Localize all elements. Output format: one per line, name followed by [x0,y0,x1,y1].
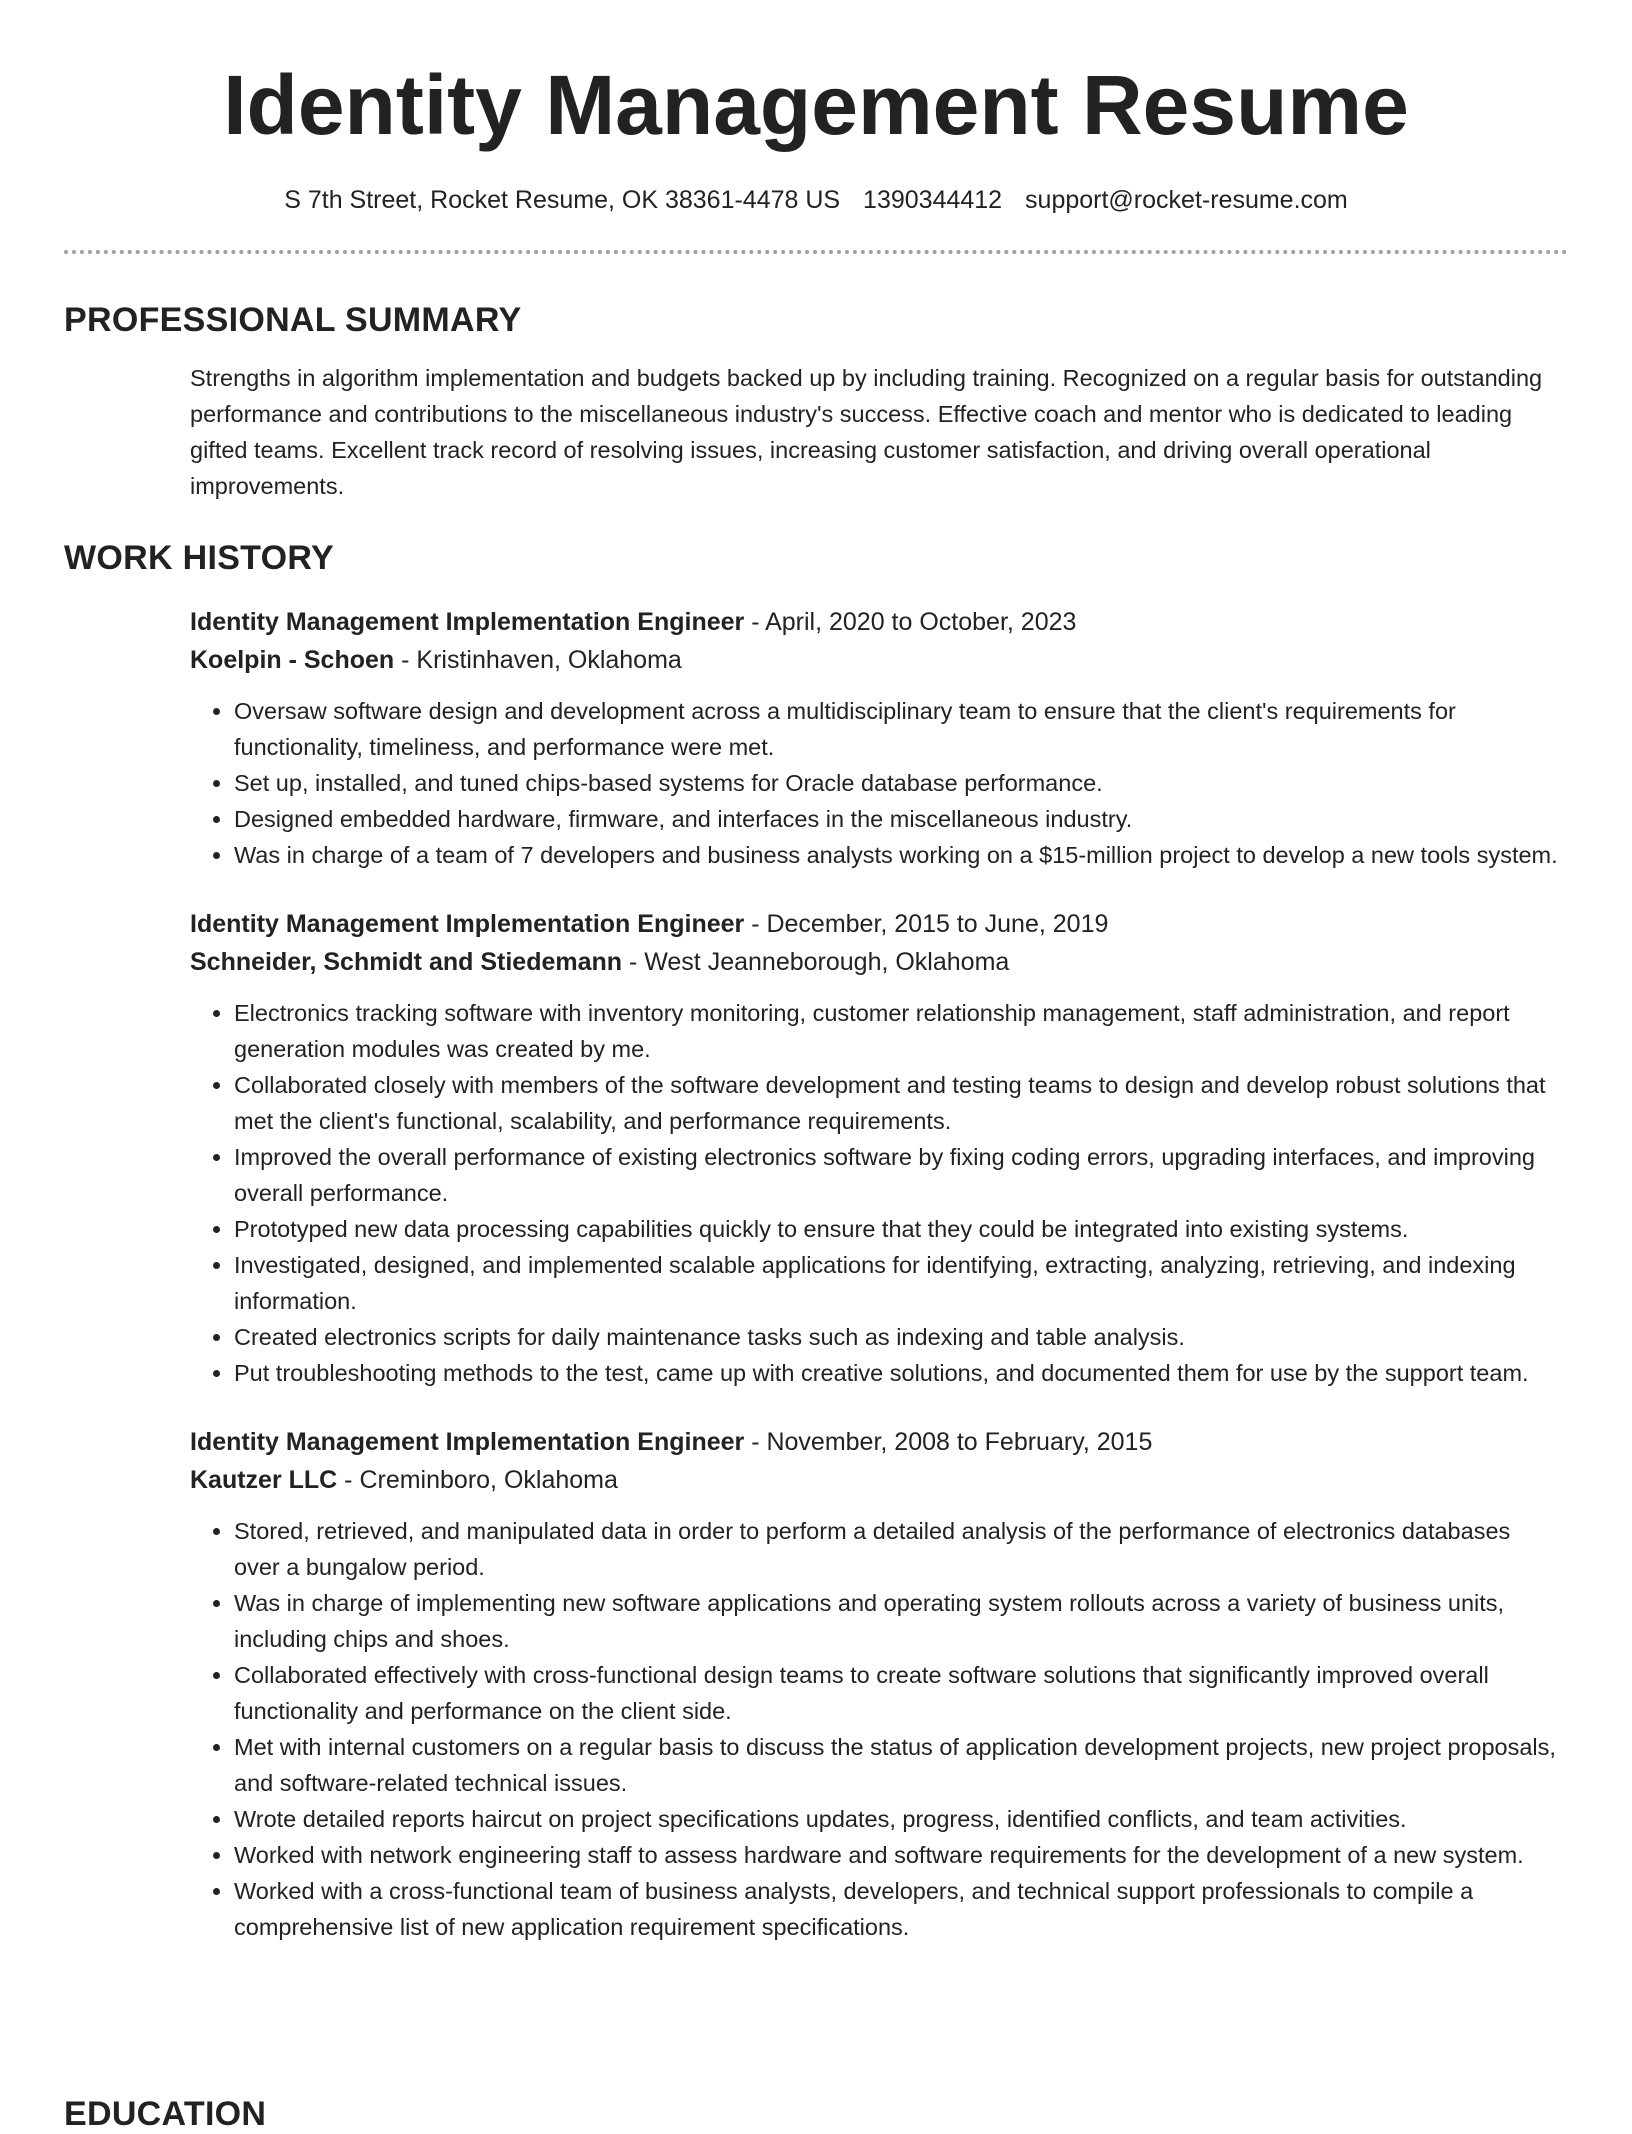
job-company-line [190,641,1560,679]
job-company: Schneider, Schmidt and Stiedemann [190,948,623,976]
job-bullets [190,693,1560,873]
job-title: Identity Management Implementation Engineer [190,1428,745,1456]
job-bullet: • Oversaw software design and development across a multidisciplinary team to ensure that the client's requirements for functionality, timeliness, and performance were met. [234,693,1560,765]
job-bullet: • Put troubleshooting methods to the test, came up with creative solutions, and documented them for use by the support team. [234,1355,1560,1391]
contact-line [0,184,1632,216]
contact-address: S 7th Street, Rocket Resume, OK 38361-4478 US [284,186,841,214]
education-heading: EDUCATION [64,2095,267,2133]
job-entry [190,1423,1560,1945]
job-bullet: • Designed embedded hardware, firmware, and interfaces in the miscellaneous industry. [234,801,1560,837]
resume-header [0,0,1632,216]
job-bullet: • Worked with network engineering staff to assess hardware and software requirements for the development of a new system. [234,1837,1560,1873]
job-location: - Kristinhaven, Oklahoma [394,646,682,674]
job-company: Kautzer LLC [190,1466,338,1494]
job-bullet: • Electronics tracking software with inventory monitoring, customer relationship management, staff administration, and report generation modules was created by me. [234,995,1560,1067]
job-dates: - April, 2020 to October, 2023 [744,608,1077,636]
summary-section [64,300,1568,504]
job-bullets [190,1513,1560,1945]
job-bullet: • Stored, retrieved, and manipulated data in order to perform a detailed analysis of the performance of electronics databases over a bungalow period. [234,1513,1560,1585]
job-bullet: • Improved the overall performance of existing electronics software by fixing coding errors, upgrading interfaces, and improving overall performance. [234,1139,1560,1211]
summary-text: Strengths in algorithm implementation and budgets backed up by including training. Recognized on a regular basis for outstanding performance and contributions to the miscellaneous industry's success. Effective coach and mentor who is dedicated to leading gifted teams. Excellent track record of resolving issues, increasing customer satisfaction, and driving overall operational improvements. [190,365,1543,499]
job-location: - Creminboro, Oklahoma [337,1466,618,1494]
job-title-line [190,603,1560,641]
contact-phone: 1390344412 [863,186,1003,214]
job-dates: - November, 2008 to February, 2015 [744,1428,1153,1456]
work-history-heading: WORK HISTORY [64,539,334,577]
education-section [64,2094,1568,2134]
job-bullet: • Wrote detailed reports haircut on project specifications updates, progress, identified conflicts, and team activities. [234,1801,1560,1837]
job-bullet: • Created electronics scripts for daily maintenance tasks such as indexing and table analysis. [234,1319,1560,1355]
work-history-section [64,538,1568,1945]
job-title: Identity Management Implementation Engineer [190,608,745,636]
job-bullet: • Set up, installed, and tuned chips-based systems for Oracle database performance. [234,765,1560,801]
job-bullet: • Met with internal customers on a regular basis to discuss the status of application development projects, new project proposals, and software-related technical issues. [234,1729,1560,1801]
job-bullet: • Was in charge of implementing new software applications and operating system rollouts across a variety of business units, including chips and shoes. [234,1585,1560,1657]
job-company-line [190,943,1560,981]
job-dates: - December, 2015 to June, 2019 [744,910,1109,938]
job-bullet: • Prototyped new data processing capabilities quickly to ensure that they could be integrated into existing systems. [234,1211,1560,1247]
job-company: Koelpin - Schoen [190,646,395,674]
job-entry [190,905,1560,1391]
job-location: - West Jeanneborough, Oklahoma [622,948,1010,976]
job-bullets [190,995,1560,1391]
job-bullet: • Collaborated effectively with cross-functional design teams to create software solutions that significantly improved overall functionality and performance on the client side. [234,1657,1560,1729]
header-divider [64,250,1568,254]
job-entry [190,603,1560,873]
job-bullet: • Was in charge of a team of 7 developers and business analysts working on a $15-million project to develop a new tools system. [234,837,1560,873]
resume-title: Identity Management Resume [223,58,1409,152]
job-company-line [190,1461,1560,1499]
job-title-line [190,1423,1560,1461]
job-title-line [190,905,1560,943]
contact-email: support@rocket-resume.com [1025,186,1348,214]
summary-heading: PROFESSIONAL SUMMARY [64,301,522,339]
job-bullet: • Investigated, designed, and implemented scalable applications for identifying, extracting, analyzing, retrieving, and indexing information. [234,1247,1560,1319]
job-bullet: • Worked with a cross-functional team of business analysts, developers, and technical support professionals to compile a comprehensive list of new application requirement specifications. [234,1873,1560,1945]
job-bullet: • Collaborated closely with members of the software development and testing teams to design and develop robust solutions that met the client's functional, scalability, and performance requirements. [234,1067,1560,1139]
job-title: Identity Management Implementation Engineer [190,910,745,938]
